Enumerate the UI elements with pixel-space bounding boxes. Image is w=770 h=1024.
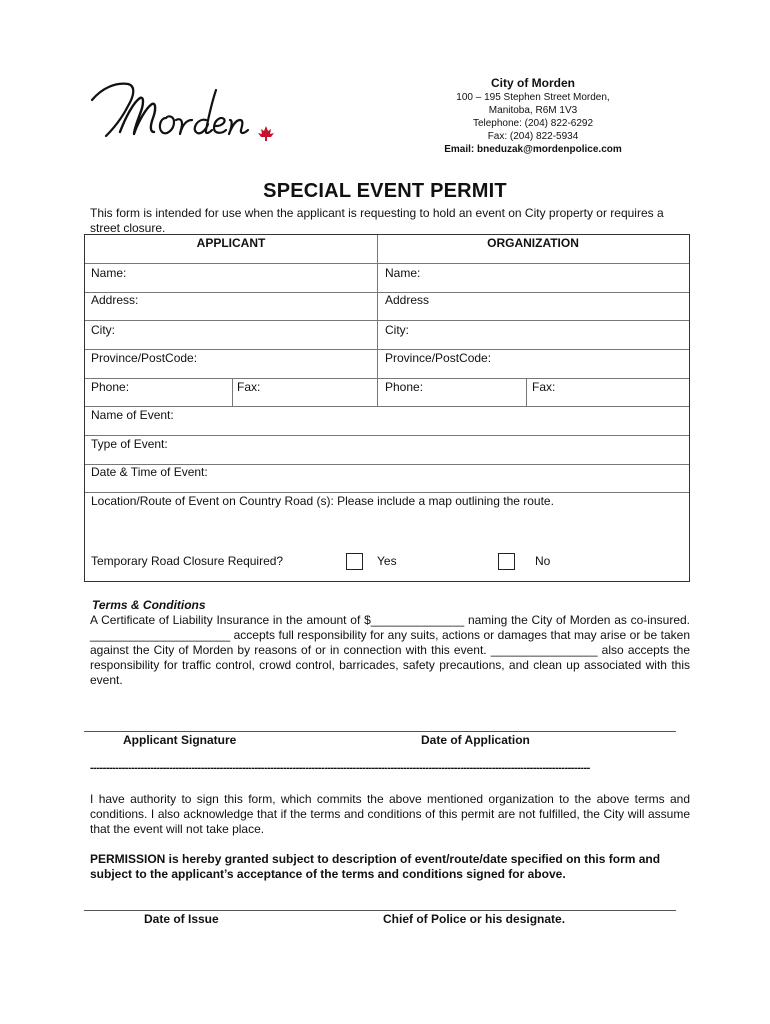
fax: Fax: (204) 822-5934: [487, 131, 579, 142]
chief-of-police-label: Chief of Police or his designate.: [383, 912, 566, 926]
row-divider: [85, 406, 689, 407]
applicant-city-field[interactable]: City:: [91, 323, 115, 337]
column-divider: [232, 378, 233, 406]
morden-logo: [84, 74, 284, 150]
applicant-phone-field[interactable]: Phone:: [91, 380, 130, 394]
date-of-application-label: Date of Application: [421, 733, 530, 747]
address-line-1: 100 – 195 Stephen Street Morden,: [456, 92, 610, 103]
contact-block: [418, 76, 648, 156]
event-name-field[interactable]: Name of Event:: [91, 408, 174, 422]
organization-phone-field[interactable]: Phone:: [385, 380, 424, 394]
organization-address-field[interactable]: Address: [385, 293, 430, 307]
column-divider: [377, 235, 378, 406]
row-divider: [85, 378, 689, 379]
applicant-signature-label: Applicant Signature: [123, 733, 237, 747]
applicant-address-field[interactable]: Address:: [91, 293, 139, 307]
row-divider: [85, 435, 689, 436]
no-checkbox[interactable]: [498, 553, 515, 570]
page-title: SPECIAL EVENT PERMIT: [263, 180, 507, 202]
row-divider: [85, 349, 689, 350]
applicant-signature-line[interactable]: [84, 731, 676, 732]
separator-line: --------------------------------------------------------------------------------------------------------------------------------------------------------------: [90, 762, 590, 774]
telephone: Telephone: (204) 822-6292: [472, 118, 594, 129]
email: Email: bneduzak@mordenpolice.com: [444, 144, 622, 155]
date-of-issue-label: Date of Issue: [144, 912, 219, 926]
organization-province-field[interactable]: Province/PostCode:: [385, 351, 492, 365]
applicant-fax-field[interactable]: Fax:: [237, 380, 261, 394]
row-divider: [85, 263, 689, 264]
maple-leaf-icon: [258, 126, 274, 141]
terms-body: A Certificate of Liability Insurance in the amount of $______________ naming the City of Morden as co-insured. _____________________ accepts full responsibility for any suits, actions or damages that may arise or be taken against the City of Morden by reasons of or in connection with this event. ________________ also accepts the responsibility for traffic control, crowd control, barricades, safety precautions, and clean up associated with this event.: [90, 613, 690, 687]
terms-heading: Terms & Conditions: [92, 598, 206, 612]
applicant-header: APPLICANT: [196, 236, 266, 250]
permit-form-table: [84, 234, 690, 582]
org-name: City of Morden: [491, 76, 575, 90]
intro-text: This form is intended for use when the applicant is requesting to hold an event on City property or requires a street closure.: [90, 206, 664, 235]
morden-script-logo: [84, 74, 284, 150]
location-route-field[interactable]: Location/Route of Event on Country Road (s): Please include a map outlining the route.: [91, 494, 554, 508]
organization-city-field[interactable]: City:: [385, 323, 409, 337]
applicant-name-field[interactable]: Name:: [91, 266, 127, 280]
permission-statement: PERMISSION is hereby granted subject to description of event/route/date specified on this form and subject to the applicant’s acceptance of the terms and conditions signed for above.: [90, 852, 661, 881]
event-type-field[interactable]: Type of Event:: [91, 437, 168, 451]
yes-checkbox[interactable]: [346, 553, 363, 570]
authority-statement: I have authority to sign this form, which commits the above mentioned organization to the above terms and conditions. I also acknowledge that if the terms and conditions of this permit are not fulfilled, the City will assume that the event will not take place.: [90, 792, 690, 836]
row-divider: [85, 492, 689, 493]
road-closure-label: Temporary Road Closure Required?: [91, 554, 284, 568]
row-divider: [85, 320, 689, 321]
event-datetime-field[interactable]: Date & Time of Event:: [91, 465, 208, 479]
organization-fax-field[interactable]: Fax:: [532, 380, 556, 394]
no-label: No: [535, 554, 551, 568]
organization-header: ORGANIZATION: [487, 236, 579, 250]
column-divider: [526, 378, 527, 406]
yes-label: Yes: [377, 554, 397, 568]
organization-name-field[interactable]: Name:: [385, 266, 421, 280]
issue-signature-line[interactable]: [84, 910, 676, 911]
applicant-province-field[interactable]: Province/PostCode:: [91, 351, 198, 365]
address-line-2: Manitoba, R6M 1V3: [488, 105, 578, 116]
